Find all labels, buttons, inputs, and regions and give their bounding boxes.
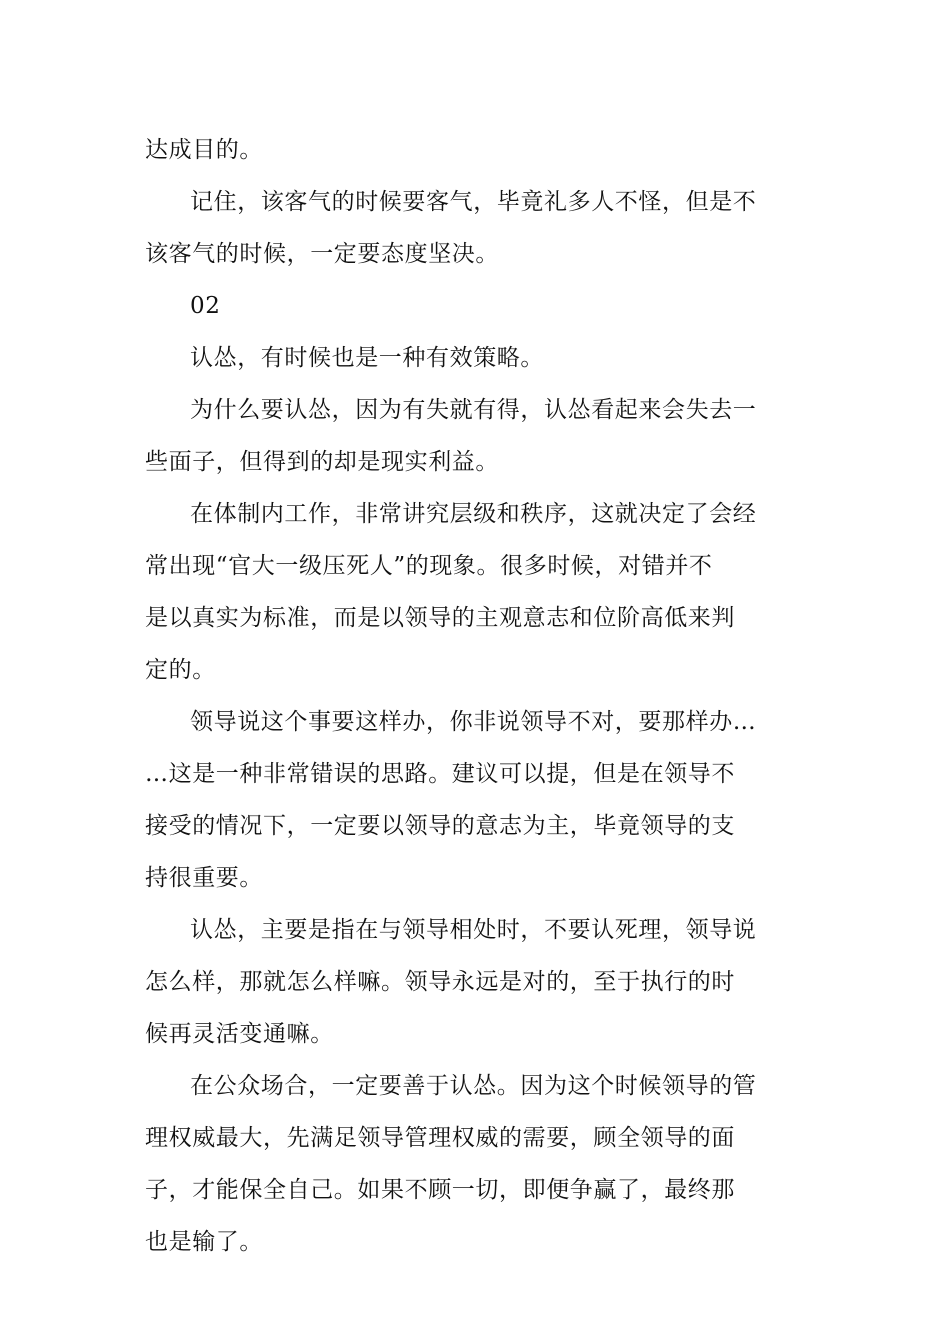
text-line: 常出现“官大一级压死人”的现象。很多时候，对错并不 [145,553,713,579]
text-line: 候再灵活变通嘛。 [145,1021,334,1047]
text-line: 领导说这个事要这样办，你非说领导不对，要那样办… [190,709,757,735]
text-line: 在体制内工作，非常讲究层级和秩序，这就决定了会经 [190,501,757,527]
paragraph [145,332,809,384]
text-line: 该客气的时候，一定要态度坚决。 [145,241,499,267]
paragraph [145,696,809,904]
text-line: 是以真实为标准，而是以领导的主观意志和位阶高低来判 [145,605,735,631]
paragraph [145,1060,809,1268]
text-line: …这是一种非常错误的思路。建议可以提，但是在领导不 [145,761,735,787]
text-line: 也是输了。 [145,1229,263,1255]
text-line: 达成目的。 [145,137,263,163]
text-line: 认怂，有时候也是一种有效策略。 [190,345,544,371]
text-line: 持很重要。 [145,865,263,891]
text-line: 理权威最大，先满足领导管理权威的需要，顾全领导的面 [145,1125,735,1151]
text-line: 怎么样，那就怎么样嘛。领导永远是对的，至于执行的时 [145,969,735,995]
text-line: 接受的情况下，一定要以领导的意志为主，毕竟领导的支 [145,813,735,839]
text-line: 02 [190,293,221,319]
text-line: 在公众场合，一定要善于认怂。因为这个时候领导的管 [190,1073,757,1099]
document-body [145,124,809,1268]
text-line: 些面子，但得到的却是现实利益。 [145,449,499,475]
text-line: 认怂，主要是指在与领导相处时，不要认死理，领导说 [190,917,757,943]
text-line: 子，才能保全自己。如果不顾一切，即便争赢了，最终那 [145,1177,735,1203]
paragraph [145,124,809,176]
paragraph [145,384,809,488]
paragraph [145,280,809,332]
paragraph [145,904,809,1060]
paragraph [145,488,809,696]
text-line: 定的。 [145,657,216,683]
paragraph [145,176,809,280]
text-line: 记住，该客气的时候要客气，毕竟礼多人不怪，但是不 [190,189,757,215]
text-line: 为什么要认怂，因为有失就有得，认怂看起来会失去一 [190,397,757,423]
